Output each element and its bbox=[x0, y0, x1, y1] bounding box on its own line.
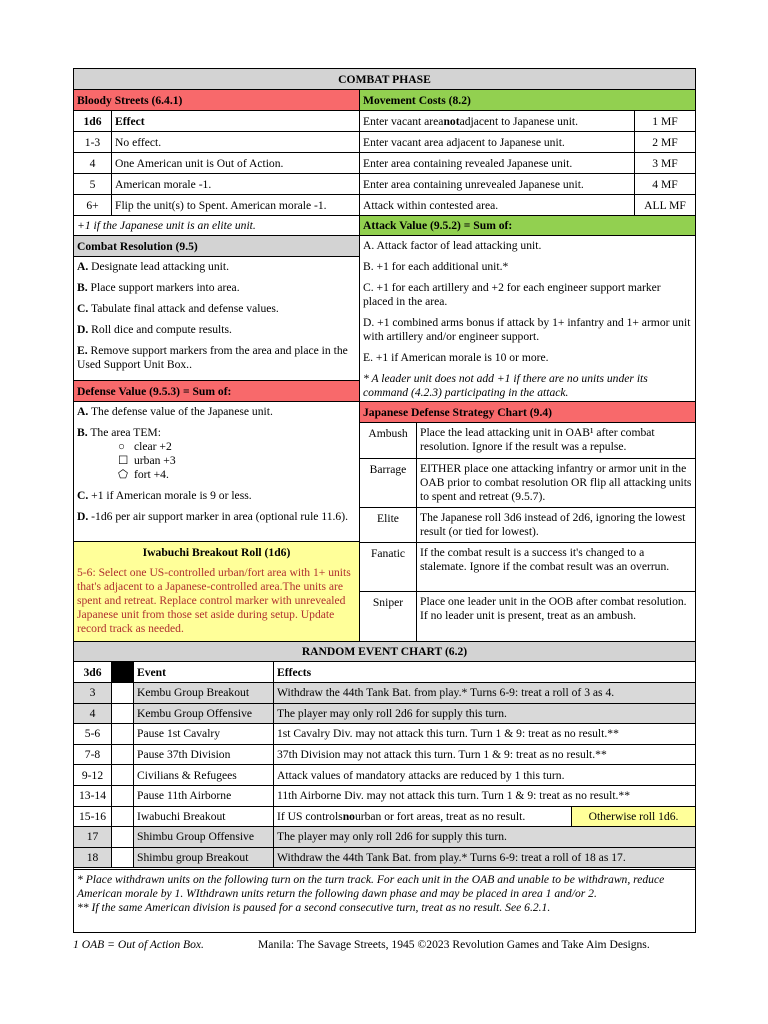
table-row bbox=[74, 827, 695, 848]
table-row bbox=[74, 132, 359, 153]
event-name: Shimbu group Breakout bbox=[134, 848, 274, 868]
roll-value: 4 bbox=[74, 704, 112, 724]
strategy-text: Place the lead attacking unit in OAB¹ after combat resolution. Ignore if the result was a repulse. bbox=[420, 426, 655, 453]
effect-value: American morale -1. bbox=[115, 177, 212, 191]
check-cell bbox=[112, 745, 134, 765]
roll-value: 1-3 bbox=[74, 132, 112, 152]
movement-condition: Enter area containing revealed Japanese unit. bbox=[360, 153, 635, 173]
strategy-text: The Japanese roll 3d6 instead of 2d6, ignoring the lowest result (or tied for lowest). bbox=[420, 511, 686, 538]
pentagon-icon: ⬠ bbox=[118, 468, 129, 481]
roll-value: 6+ bbox=[74, 195, 112, 215]
table-row bbox=[74, 195, 359, 216]
event-col-header-label: Event bbox=[134, 662, 274, 682]
table-row bbox=[360, 592, 695, 641]
check-cell bbox=[112, 786, 134, 806]
event-name: Kembu Group Offensive bbox=[134, 704, 274, 724]
square-icon: ☐ bbox=[118, 454, 129, 467]
bloody-streets-col-header bbox=[74, 111, 359, 132]
effect-value: No effect. bbox=[115, 135, 162, 149]
roll-value: 18 bbox=[74, 848, 112, 868]
strategy-text: EITHER place one attacking infantry or armor unit in the OAB prior to combat resolution OR flip all attacking units to spent and retreat (9.5.7). bbox=[420, 462, 692, 503]
roll-value: 13-14 bbox=[74, 786, 112, 806]
strategy-name: Elite bbox=[360, 508, 417, 542]
tem-item: ⬠ fort +4. bbox=[118, 468, 169, 481]
table-row bbox=[360, 153, 695, 174]
random-event-table bbox=[74, 662, 695, 868]
strategy-name: Ambush bbox=[360, 423, 417, 458]
attack-value-header: Attack Value (9.5.2) = Sum of: bbox=[360, 216, 695, 236]
table-row bbox=[74, 724, 695, 745]
iwabuchi-box bbox=[74, 542, 359, 641]
strategy-text: Place one leader unit in the OOB after combat resolution. If no leader unit is present, treat as an ambush. bbox=[420, 595, 687, 622]
list-item: E. Remove support markers from the area and place in the Used Support Unit Box.. bbox=[77, 344, 348, 371]
movement-condition: Enter vacant area adjacent to Japanese unit. bbox=[360, 132, 635, 152]
roll-value: 17 bbox=[74, 827, 112, 847]
event-name: Shimbu Group Offensive bbox=[134, 827, 274, 847]
roll-value: 9-12 bbox=[74, 765, 112, 785]
attack-value-list bbox=[360, 236, 695, 402]
effect-text: The player may only roll 2d6 for supply this turn. bbox=[274, 704, 695, 724]
movement-condition: Enter area containing unrevealed Japanese unit. bbox=[360, 174, 635, 194]
table-row bbox=[360, 459, 695, 508]
defense-value-list bbox=[74, 402, 359, 542]
defense-value-header: Defense Value (9.5.3) = Sum of: bbox=[74, 381, 359, 402]
combat-resolution-list bbox=[74, 257, 359, 381]
die-col-header: 1d6 bbox=[74, 111, 112, 131]
footer-note: 1 OAB = Out of Action Box. bbox=[73, 938, 204, 951]
table-row bbox=[360, 111, 695, 132]
movement-condition: Enter vacant area not adjacent to Japanese unit. bbox=[360, 111, 635, 131]
effect-text: 1st Cavalry Div. may not attack this turn. Turn 1 & 9: treat as no result.** bbox=[274, 724, 695, 744]
table-row bbox=[74, 765, 695, 786]
roll-value: 5 bbox=[74, 174, 112, 194]
event-name: Civilians & Refugees bbox=[134, 765, 274, 785]
event-name: Pause 1st Cavalry bbox=[134, 724, 274, 744]
tem-list bbox=[77, 440, 356, 482]
effects-col-header: Effects bbox=[277, 665, 312, 679]
movement-cost: 3 MF bbox=[652, 156, 678, 170]
table-row bbox=[74, 174, 359, 195]
effect-col-header: Effect bbox=[115, 114, 145, 128]
roll-col-header: 3d6 bbox=[74, 662, 112, 682]
strategy-name: Sniper bbox=[360, 592, 417, 641]
roll-value: 5-6 bbox=[74, 724, 112, 744]
table-row bbox=[360, 174, 695, 195]
table-row bbox=[74, 683, 695, 704]
movement-condition: Attack within contested area. bbox=[360, 195, 635, 215]
table-row bbox=[74, 786, 695, 807]
table-row bbox=[360, 508, 695, 543]
event-col-header bbox=[74, 662, 695, 683]
strategy-name: Fanatic bbox=[360, 543, 417, 591]
note-2: ** If the same American division is paused for a second consecutive turn, treat as no result. See 6.2.1. bbox=[77, 901, 551, 914]
list-item: B. Place support markers into area. bbox=[77, 281, 240, 294]
movement-cost: ALL MF bbox=[644, 198, 686, 212]
black-cell bbox=[112, 662, 134, 682]
page-title: COMBAT PHASE bbox=[74, 69, 695, 90]
movement-cost: 1 MF bbox=[652, 114, 678, 128]
table-row bbox=[74, 745, 695, 766]
effect-value: One American unit is Out of Action. bbox=[115, 156, 284, 170]
effect-text: 37th Division may not attack this turn. Turn 1 & 9: treat as no result.** bbox=[274, 745, 695, 765]
table-row bbox=[360, 423, 695, 459]
check-cell bbox=[112, 765, 134, 785]
otherwise-cell: Otherwise roll 1d6. bbox=[572, 807, 695, 827]
event-name: Pause 11th Airborne bbox=[134, 786, 274, 806]
iwabuchi-text: 5-6: Select one US-controlled urban/fort area with 1+ units that's adjacent to a Japanese-controlled area.The units are spent and retreat. Replace control marker with unrevealed Japanese unit from those set aside during setup. Update record track as needed. bbox=[77, 566, 351, 635]
list-item: B. +1 for each additional unit.* bbox=[363, 260, 509, 273]
event-name: Kembu Group Breakout bbox=[134, 683, 274, 703]
list-item: C. +1 for each artillery and +2 for each engineer support marker placed in the area. bbox=[363, 281, 661, 308]
roll-value: 15-16 bbox=[74, 807, 112, 827]
circle-icon: ○ bbox=[118, 440, 126, 453]
effect-value: Flip the unit(s) to Spent. American morale -1. bbox=[115, 198, 327, 212]
movement-cost: 2 MF bbox=[652, 135, 678, 149]
list-item: A. Designate lead attacking unit. bbox=[77, 260, 229, 273]
event-name: Pause 37th Division bbox=[134, 745, 274, 765]
list-item: D. -1d6 per air support marker in area (optional rule 11.6). bbox=[77, 510, 348, 523]
random-event-header: RANDOM EVENT CHART (6.2) bbox=[74, 641, 695, 662]
bloody-streets-note: +1 if the Japanese unit is an elite unit. bbox=[74, 216, 359, 236]
movement-costs-header: Movement Costs (8.2) bbox=[360, 90, 695, 111]
effect-text: 11th Airborne Div. may not attack this turn. Turn 1 & 9: treat as no result.** bbox=[274, 786, 695, 806]
roll-value: 3 bbox=[74, 683, 112, 703]
iwabuchi-header: Iwabuchi Breakout Roll (1d6) bbox=[142, 546, 291, 559]
tem-item: ☐ urban +3 bbox=[118, 454, 176, 467]
combat-phase-card bbox=[73, 68, 696, 933]
effect-text: The player may only roll 2d6 for supply this turn. bbox=[274, 827, 695, 847]
check-cell bbox=[112, 807, 134, 827]
list-item: A. Attack factor of lead attacking unit. bbox=[363, 239, 542, 252]
check-cell bbox=[112, 704, 134, 724]
list-item: E. +1 if American morale is 10 or more. bbox=[363, 351, 549, 364]
list-item: C. +1 if American morale is 9 or less. bbox=[77, 489, 252, 502]
movement-cost: 4 MF bbox=[652, 177, 678, 191]
strategy-text: If the combat result is a success it's changed to a stalemate. Ignore if the combat result was an overrun. bbox=[420, 546, 670, 573]
effect-text: Attack values of mandatory attacks are reduced by 1 this turn. bbox=[274, 765, 695, 785]
check-cell bbox=[112, 724, 134, 744]
random-event-notes bbox=[74, 869, 695, 932]
event-name: Iwabuchi Breakout bbox=[134, 807, 274, 827]
strategy-name: Barrage bbox=[360, 459, 417, 507]
effect-text: Withdraw the 44th Tank Bat. from play.* Turns 6-9: treat a roll of 3 as 4. bbox=[274, 683, 695, 703]
check-cell bbox=[112, 683, 134, 703]
list-item: D. Roll dice and compute results. bbox=[77, 323, 232, 336]
list-item: D. +1 combined arms bonus if attack by 1+ infantry and 1+ armor unit with artillery and/or engineer support. bbox=[363, 316, 691, 343]
table-row bbox=[360, 195, 695, 216]
roll-value: 4 bbox=[74, 153, 112, 173]
combat-resolution-header: Combat Resolution (9.5) bbox=[74, 236, 359, 257]
footer-copyright: Manila: The Savage Streets, 1945 ©2023 Revolution Games and Take Aim Designs. bbox=[258, 938, 650, 951]
list-item: B. The area TEM: bbox=[77, 426, 161, 439]
table-row bbox=[74, 704, 695, 725]
table-row bbox=[74, 153, 359, 174]
bloody-streets-header: Bloody Streets (6.4.1) bbox=[74, 90, 359, 111]
tem-item: ○ clear +2 bbox=[118, 440, 172, 453]
effect-text: Withdraw the 44th Tank Bat. from play.* Turns 6-9: treat a roll of 18 as 17. bbox=[274, 848, 695, 868]
table-row bbox=[74, 807, 695, 828]
note-1: * Place withdrawn units on the following turn on the turn track. For each unit in the OAB and unable to be withdrawn, reduce American morale by 1. WIthdrawn units return the following dawn phase and may be placed in area 1 and/or 2. bbox=[77, 873, 665, 900]
check-cell bbox=[112, 848, 134, 868]
roll-value: 7-8 bbox=[74, 745, 112, 765]
table-row bbox=[74, 848, 695, 869]
check-cell bbox=[112, 827, 134, 847]
japanese-defense-header: Japanese Defense Strategy Chart (9.4) bbox=[360, 402, 695, 423]
attack-value-note: * A leader unit does not add +1 if there are no units under its command (4.2.3) participating in the attack. bbox=[363, 372, 648, 399]
table-row bbox=[360, 132, 695, 153]
list-item: A. The defense value of the Japanese unit. bbox=[77, 405, 273, 418]
table-row bbox=[360, 543, 695, 592]
effect-text: If US controls no urban or fort areas, treat as no result. bbox=[274, 807, 572, 827]
list-item: C. Tabulate final attack and defense values. bbox=[77, 302, 279, 315]
